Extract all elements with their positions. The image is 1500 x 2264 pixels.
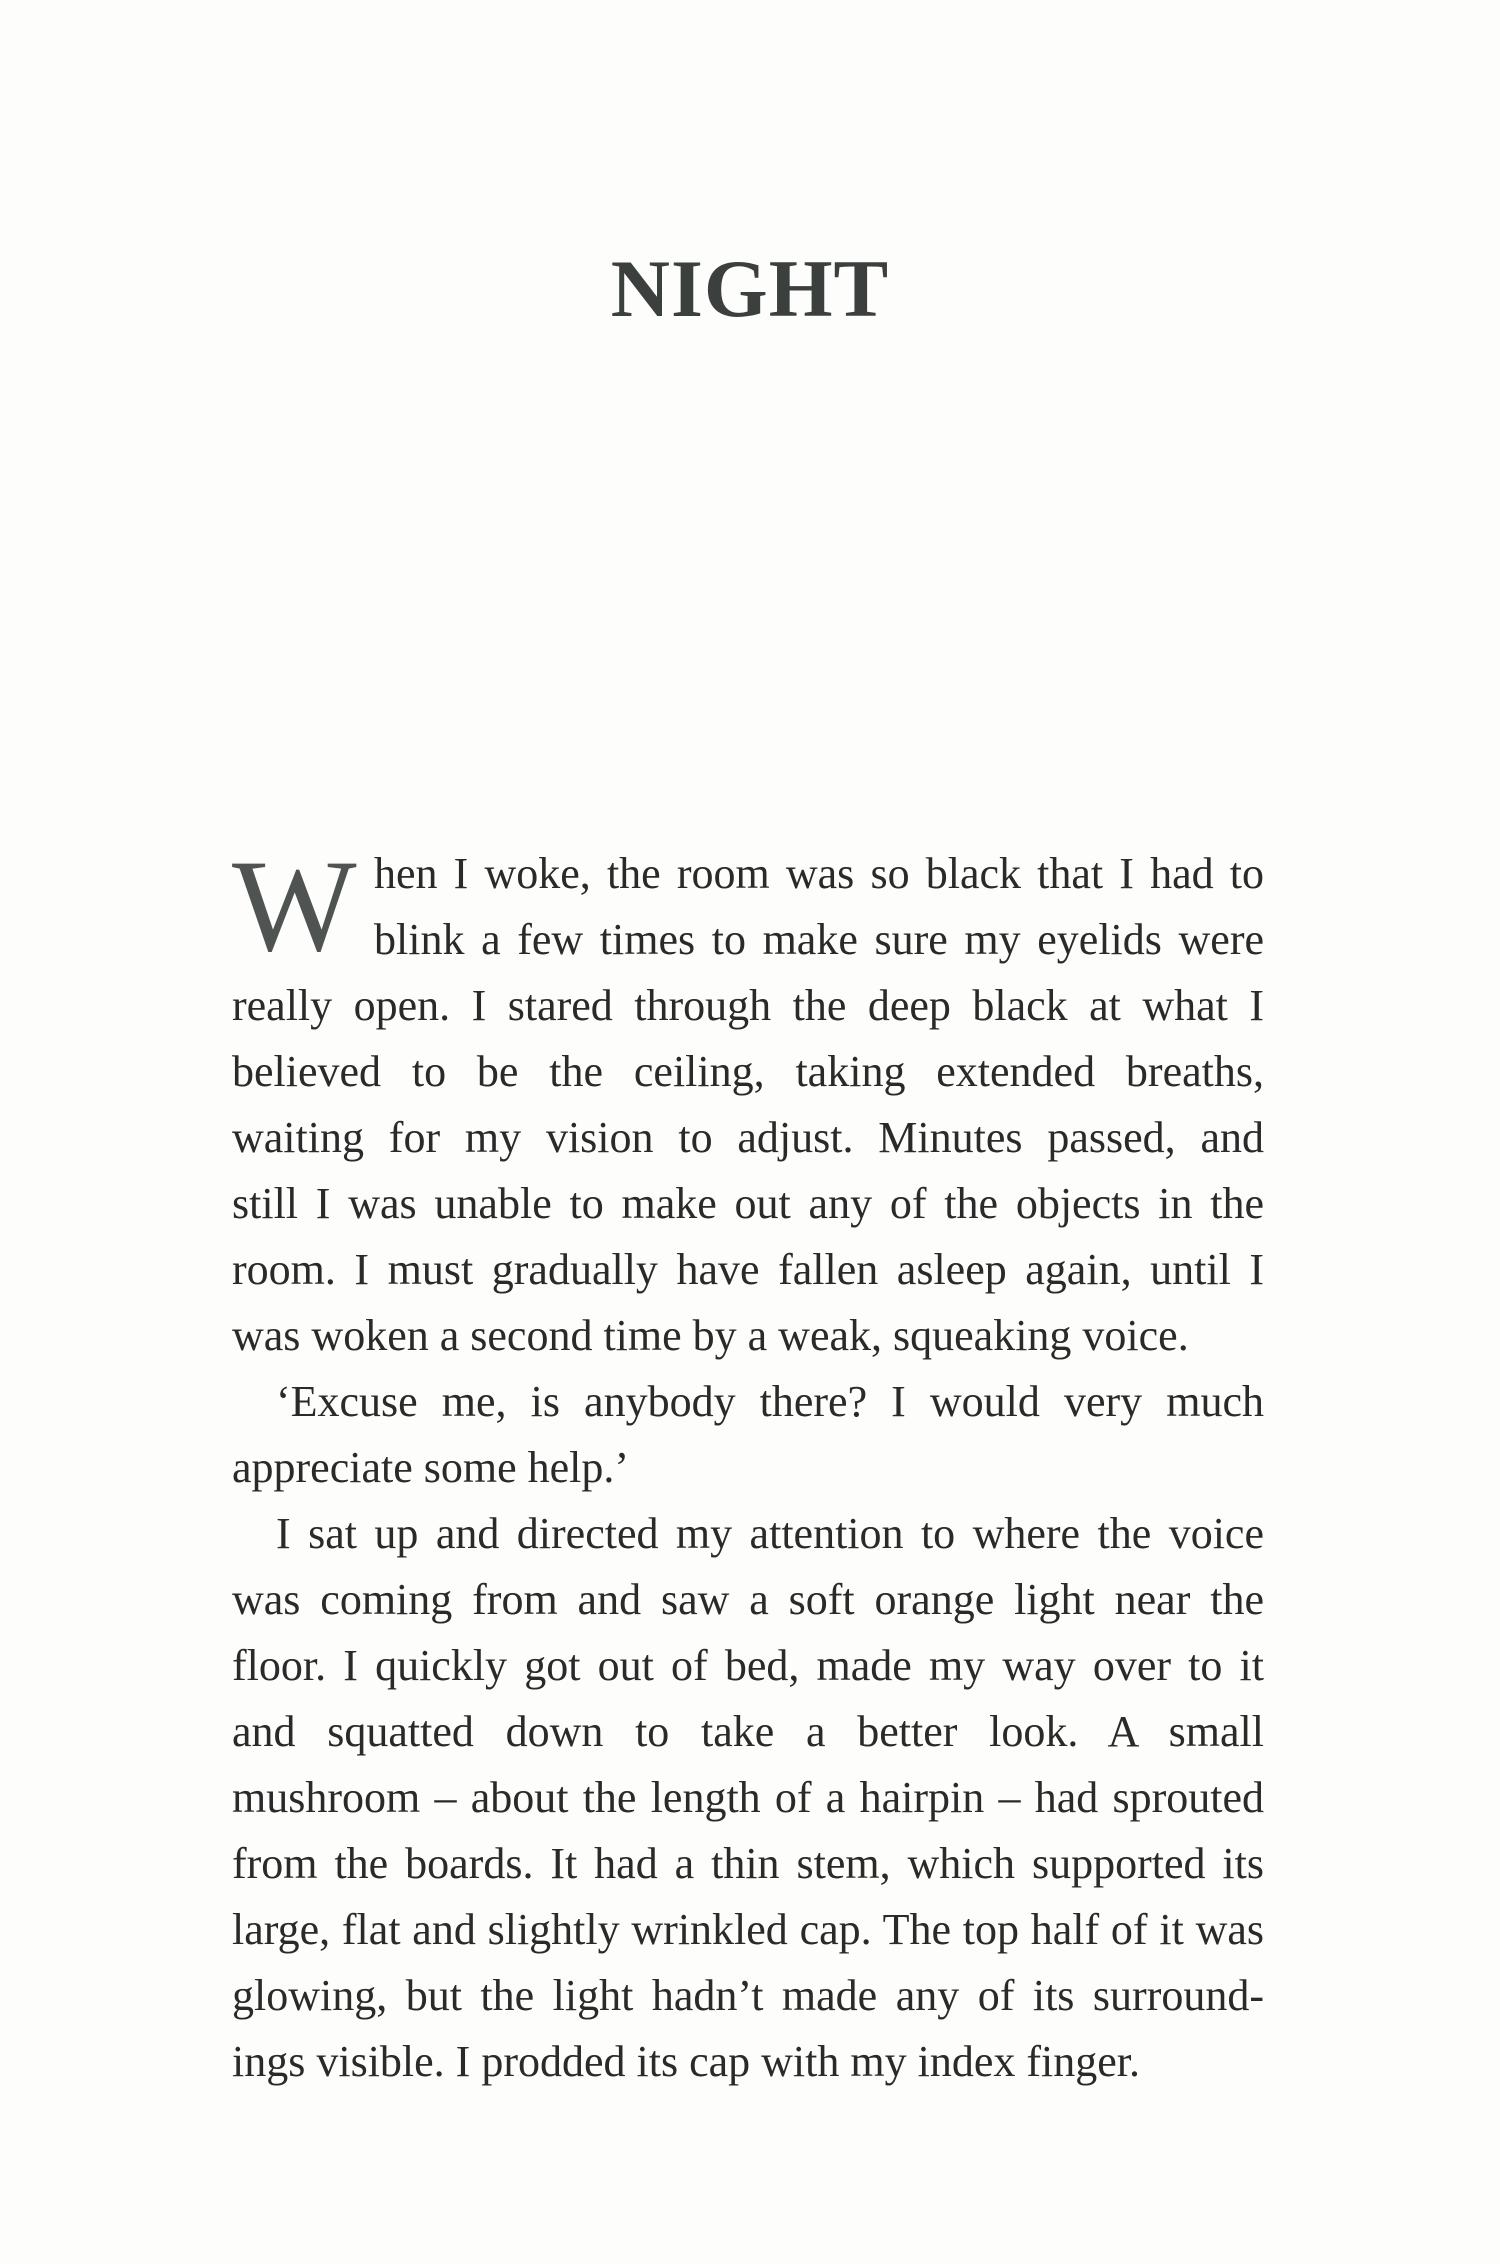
text-line: still I was unable to make out any of the objects in the <box>232 1179 1264 1228</box>
text-line: appreciate some help.’ <box>232 1443 630 1492</box>
text-line: mushroom – about the length of a hairpin – had sprouted <box>232 1773 1264 1822</box>
drop-cap: W <box>232 832 357 979</box>
text-line: waiting for my vision to adjust. Minutes passed, and <box>232 1113 1264 1162</box>
text-line: ings visible. I prodded its cap with my index finger. <box>232 2037 1140 2086</box>
text-line: room. I must gradually have fallen asleep again, until I <box>232 1245 1264 1294</box>
text-line: believed to be the ceiling, taking extended breaths, <box>232 1047 1264 1096</box>
chapter-text <box>232 832 1264 2095</box>
text-line: hen I woke, the room was so black that I had to <box>374 849 1264 898</box>
text-line: ‘Excuse me, is anybody there? I would very much <box>276 1377 1264 1426</box>
text-line: floor. I quickly got out of bed, made my way over to it <box>232 1641 1264 1690</box>
text-line: glowing, but the light hadn’t made any of its surround- <box>232 1971 1264 2020</box>
text-line: and squatted down to take a better look. A small <box>232 1707 1264 1756</box>
text-line: I sat up and directed my attention to where the voice <box>276 1509 1264 1558</box>
text-line: was woken a second time by a weak, squeaking voice. <box>232 1311 1189 1360</box>
text-line: blink a few times to make sure my eyelids were <box>374 915 1264 964</box>
chapter-title: NIGHT <box>610 243 890 334</box>
text-line: large, flat and slightly wrinkled cap. The top half of it was <box>232 1905 1264 1954</box>
text-line: really open. I stared through the deep black at what I <box>232 981 1264 1030</box>
text-line: from the boards. It had a thin stem, which supported its <box>232 1839 1264 1888</box>
text-line: was coming from and saw a soft orange light near the <box>232 1575 1264 1624</box>
